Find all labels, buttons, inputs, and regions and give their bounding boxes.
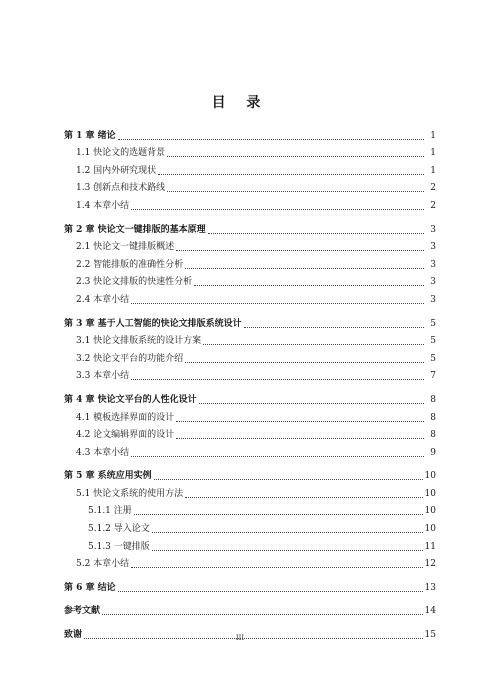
toc-page-number: 14 — [424, 606, 436, 617]
toc-entry-3-2[interactable] — [64, 347, 436, 365]
toc-page-number: 3 — [430, 242, 436, 253]
toc-entry-label: 2.4 本章小结 — [76, 294, 130, 305]
toc-entry-label: 3.1 快论文排版系统的设计方案 — [76, 336, 202, 347]
dot-leader — [208, 232, 424, 234]
toc-entry-label: 致谢 — [64, 630, 83, 641]
dot-leader — [185, 496, 422, 498]
toc-entry-label: 5.1 快论文系统的使用方法 — [76, 488, 184, 499]
toc-page-number: 10 — [424, 488, 436, 499]
toc-entry-label: 4.1 模板选择界面的设计 — [76, 412, 175, 423]
toc-entry-label: 2.2 智能排版的准确性分析 — [76, 259, 184, 270]
toc-entry-1-1[interactable] — [64, 142, 436, 160]
toc-entry-label: 5.1.1 注册 — [88, 506, 132, 517]
toc-page-number: 3 — [430, 294, 436, 305]
toc-entry-label: 第 3 章 基于人工智能的快论文排版系统设计 — [64, 318, 242, 329]
toc-entry-chapter-4[interactable] — [64, 388, 436, 406]
toc-entry-label: 第 5 章 系统应用实例 — [64, 471, 152, 482]
dot-leader — [158, 173, 424, 175]
toc-entry-1-3[interactable] — [64, 177, 436, 195]
toc-page-number: 1 — [430, 148, 436, 159]
toc-page-number: 7 — [430, 371, 436, 382]
dot-leader — [131, 566, 422, 568]
toc-entry-2-3[interactable] — [64, 271, 436, 289]
toc-entry-chapter-1[interactable] — [64, 124, 436, 142]
toc-page-number: 3 — [430, 277, 436, 288]
dot-leader — [152, 549, 423, 551]
dot-leader — [199, 402, 424, 404]
dot-leader — [185, 267, 424, 269]
toc-page-number: 2 — [430, 183, 436, 194]
toc-entry-chapter-2[interactable] — [64, 218, 436, 236]
toc-entry-5-1-1[interactable] — [64, 500, 436, 518]
toc-page-number: 8 — [430, 412, 436, 423]
dot-leader — [203, 343, 424, 345]
toc-page-number: 5 — [430, 336, 436, 347]
dot-leader — [244, 326, 424, 328]
toc-entry-chapter-3[interactable] — [64, 312, 436, 330]
toc-entry-label: 第 6 章 结论 — [64, 582, 116, 593]
toc-page-number: 10 — [424, 524, 436, 535]
toc-entry-label: 1.2 国内外研究现状 — [76, 165, 157, 176]
toc-entry-2-2[interactable] — [64, 253, 436, 271]
toc-entry-label: 5.1.2 导入论文 — [88, 524, 150, 535]
toc-entry-label: 5.1.3 一键排版 — [88, 541, 150, 552]
dot-leader — [154, 478, 423, 480]
toc-page-number: 1 — [430, 130, 436, 141]
dot-leader — [134, 513, 423, 515]
toc-entry-label: 3.2 快论文平台的功能介绍 — [76, 353, 184, 364]
toc-entry-chapter-6[interactable] — [64, 576, 436, 594]
toc-page-number: 2 — [430, 200, 436, 211]
toc-entry-1-2[interactable] — [64, 159, 436, 177]
toc-entry-4-2[interactable] — [64, 424, 436, 442]
toc-entry-2-4[interactable] — [64, 288, 436, 306]
dot-leader — [118, 590, 423, 592]
dot-leader — [176, 420, 424, 422]
toc-page-number: 15 — [424, 630, 436, 641]
toc-page-number: 11 — [424, 541, 436, 552]
dot-leader — [176, 249, 424, 251]
dot-leader — [167, 190, 424, 192]
toc-entry-label: 1.4 本章小结 — [76, 200, 130, 211]
toc-entry-label: 第 4 章 快论文平台的人性化设计 — [64, 394, 197, 405]
toc-page-number: 8 — [430, 430, 436, 441]
page-number-footer: III — [235, 634, 245, 642]
dot-leader — [131, 455, 424, 457]
toc-page-number: 5 — [430, 318, 436, 329]
toc-entry-label: 第 1 章 绪论 — [64, 130, 116, 141]
toc-entry-2-1[interactable] — [64, 236, 436, 254]
toc-entry-3-1[interactable] — [64, 330, 436, 348]
dot-leader — [194, 284, 424, 286]
toc-entry-5-1[interactable] — [64, 482, 436, 500]
dot-leader — [131, 378, 424, 380]
page-title: 目 录 — [211, 95, 269, 111]
toc-entry-label: 参考文献 — [64, 606, 101, 617]
toc-entry-label: 2.1 快论文一键排版概述 — [76, 242, 175, 253]
toc-page-number: 5 — [430, 353, 436, 364]
dot-leader — [167, 155, 424, 157]
toc-page-number: 12 — [424, 559, 436, 570]
table-of-contents — [64, 124, 436, 641]
toc-entry-label: 1.3 创新点和技术路线 — [76, 183, 166, 194]
toc-page-number: 8 — [430, 394, 436, 405]
dot-leader — [152, 531, 423, 533]
toc-entry-3-3[interactable] — [64, 365, 436, 383]
toc-page-number: 13 — [424, 582, 436, 593]
dot-leader — [176, 437, 424, 439]
toc-entry-label: 3.3 本章小结 — [76, 371, 130, 382]
toc-entry-5-1-2[interactable] — [64, 517, 436, 535]
toc-page-number: 1 — [430, 165, 436, 176]
toc-entry-5-2[interactable] — [64, 553, 436, 571]
dot-leader — [102, 613, 423, 615]
toc-entry-label: 4.3 本章小结 — [76, 447, 130, 458]
dot-leader — [131, 208, 424, 210]
toc-entry-4-3[interactable] — [64, 441, 436, 459]
toc-entry-references[interactable] — [64, 600, 436, 618]
toc-page-number: 9 — [430, 447, 436, 458]
toc-entry-4-1[interactable] — [64, 406, 436, 424]
toc-entry-label: 4.2 论文编辑界面的设计 — [76, 430, 175, 441]
dot-leader — [185, 361, 424, 363]
toc-entry-label: 5.2 本章小结 — [76, 559, 130, 570]
toc-entry-label: 第 2 章 快论文一键排版的基本原理 — [64, 224, 206, 235]
toc-page-number: 3 — [430, 224, 436, 235]
toc-entry-1-4[interactable] — [64, 194, 436, 212]
dot-leader — [131, 302, 424, 304]
toc-entry-5-1-3[interactable] — [64, 535, 436, 553]
dot-leader — [118, 138, 424, 140]
toc-entry-label: 2.3 快论文排版的快速性分析 — [76, 277, 193, 288]
toc-entry-chapter-5[interactable] — [64, 465, 436, 483]
toc-page-number: 10 — [424, 471, 436, 482]
toc-page-number: 10 — [424, 506, 436, 517]
toc-page-number: 3 — [430, 259, 436, 270]
toc-entry-label: 1.1 快论文的选题背景 — [76, 148, 166, 159]
